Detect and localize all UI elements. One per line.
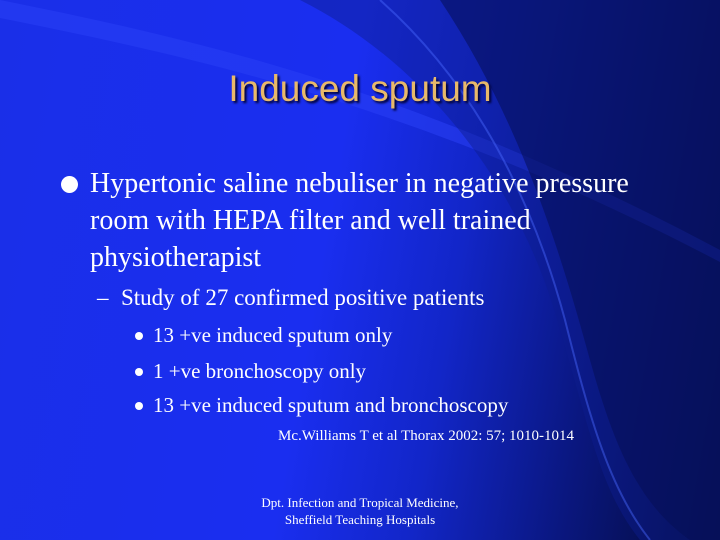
bullet-dot-icon — [135, 402, 143, 410]
dash-bullet-icon: – — [97, 285, 109, 310]
list-item: 13 +ve induced sputum and bronchoscopy — [153, 393, 509, 417]
list-item: 13 +ve induced sputum only — [153, 323, 393, 347]
footer-institution: Sheffield Teaching Hospitals — [284, 512, 436, 527]
list-item: 1 +ve bronchoscopy only — [153, 359, 367, 383]
bullet-dot-icon — [135, 368, 143, 376]
sub-bullet-text: Study of 27 confirmed positive patients — [121, 285, 485, 310]
bullet-dot-icon — [135, 332, 143, 340]
slide-title: Induced sputum — [228, 68, 492, 109]
bullet-dot-icon — [61, 176, 78, 193]
main-bullet-text: Hypertonic saline nebuliser in negative pressure room with HEPA filter and well trained physiotherapist — [90, 168, 629, 273]
footer — [220, 494, 500, 528]
citation: Mc.Williams T et al Thorax 2002: 57; 1010-1014 — [278, 428, 575, 444]
footer-department: Dpt. Infection and Tropical Medicine, — [261, 495, 459, 510]
